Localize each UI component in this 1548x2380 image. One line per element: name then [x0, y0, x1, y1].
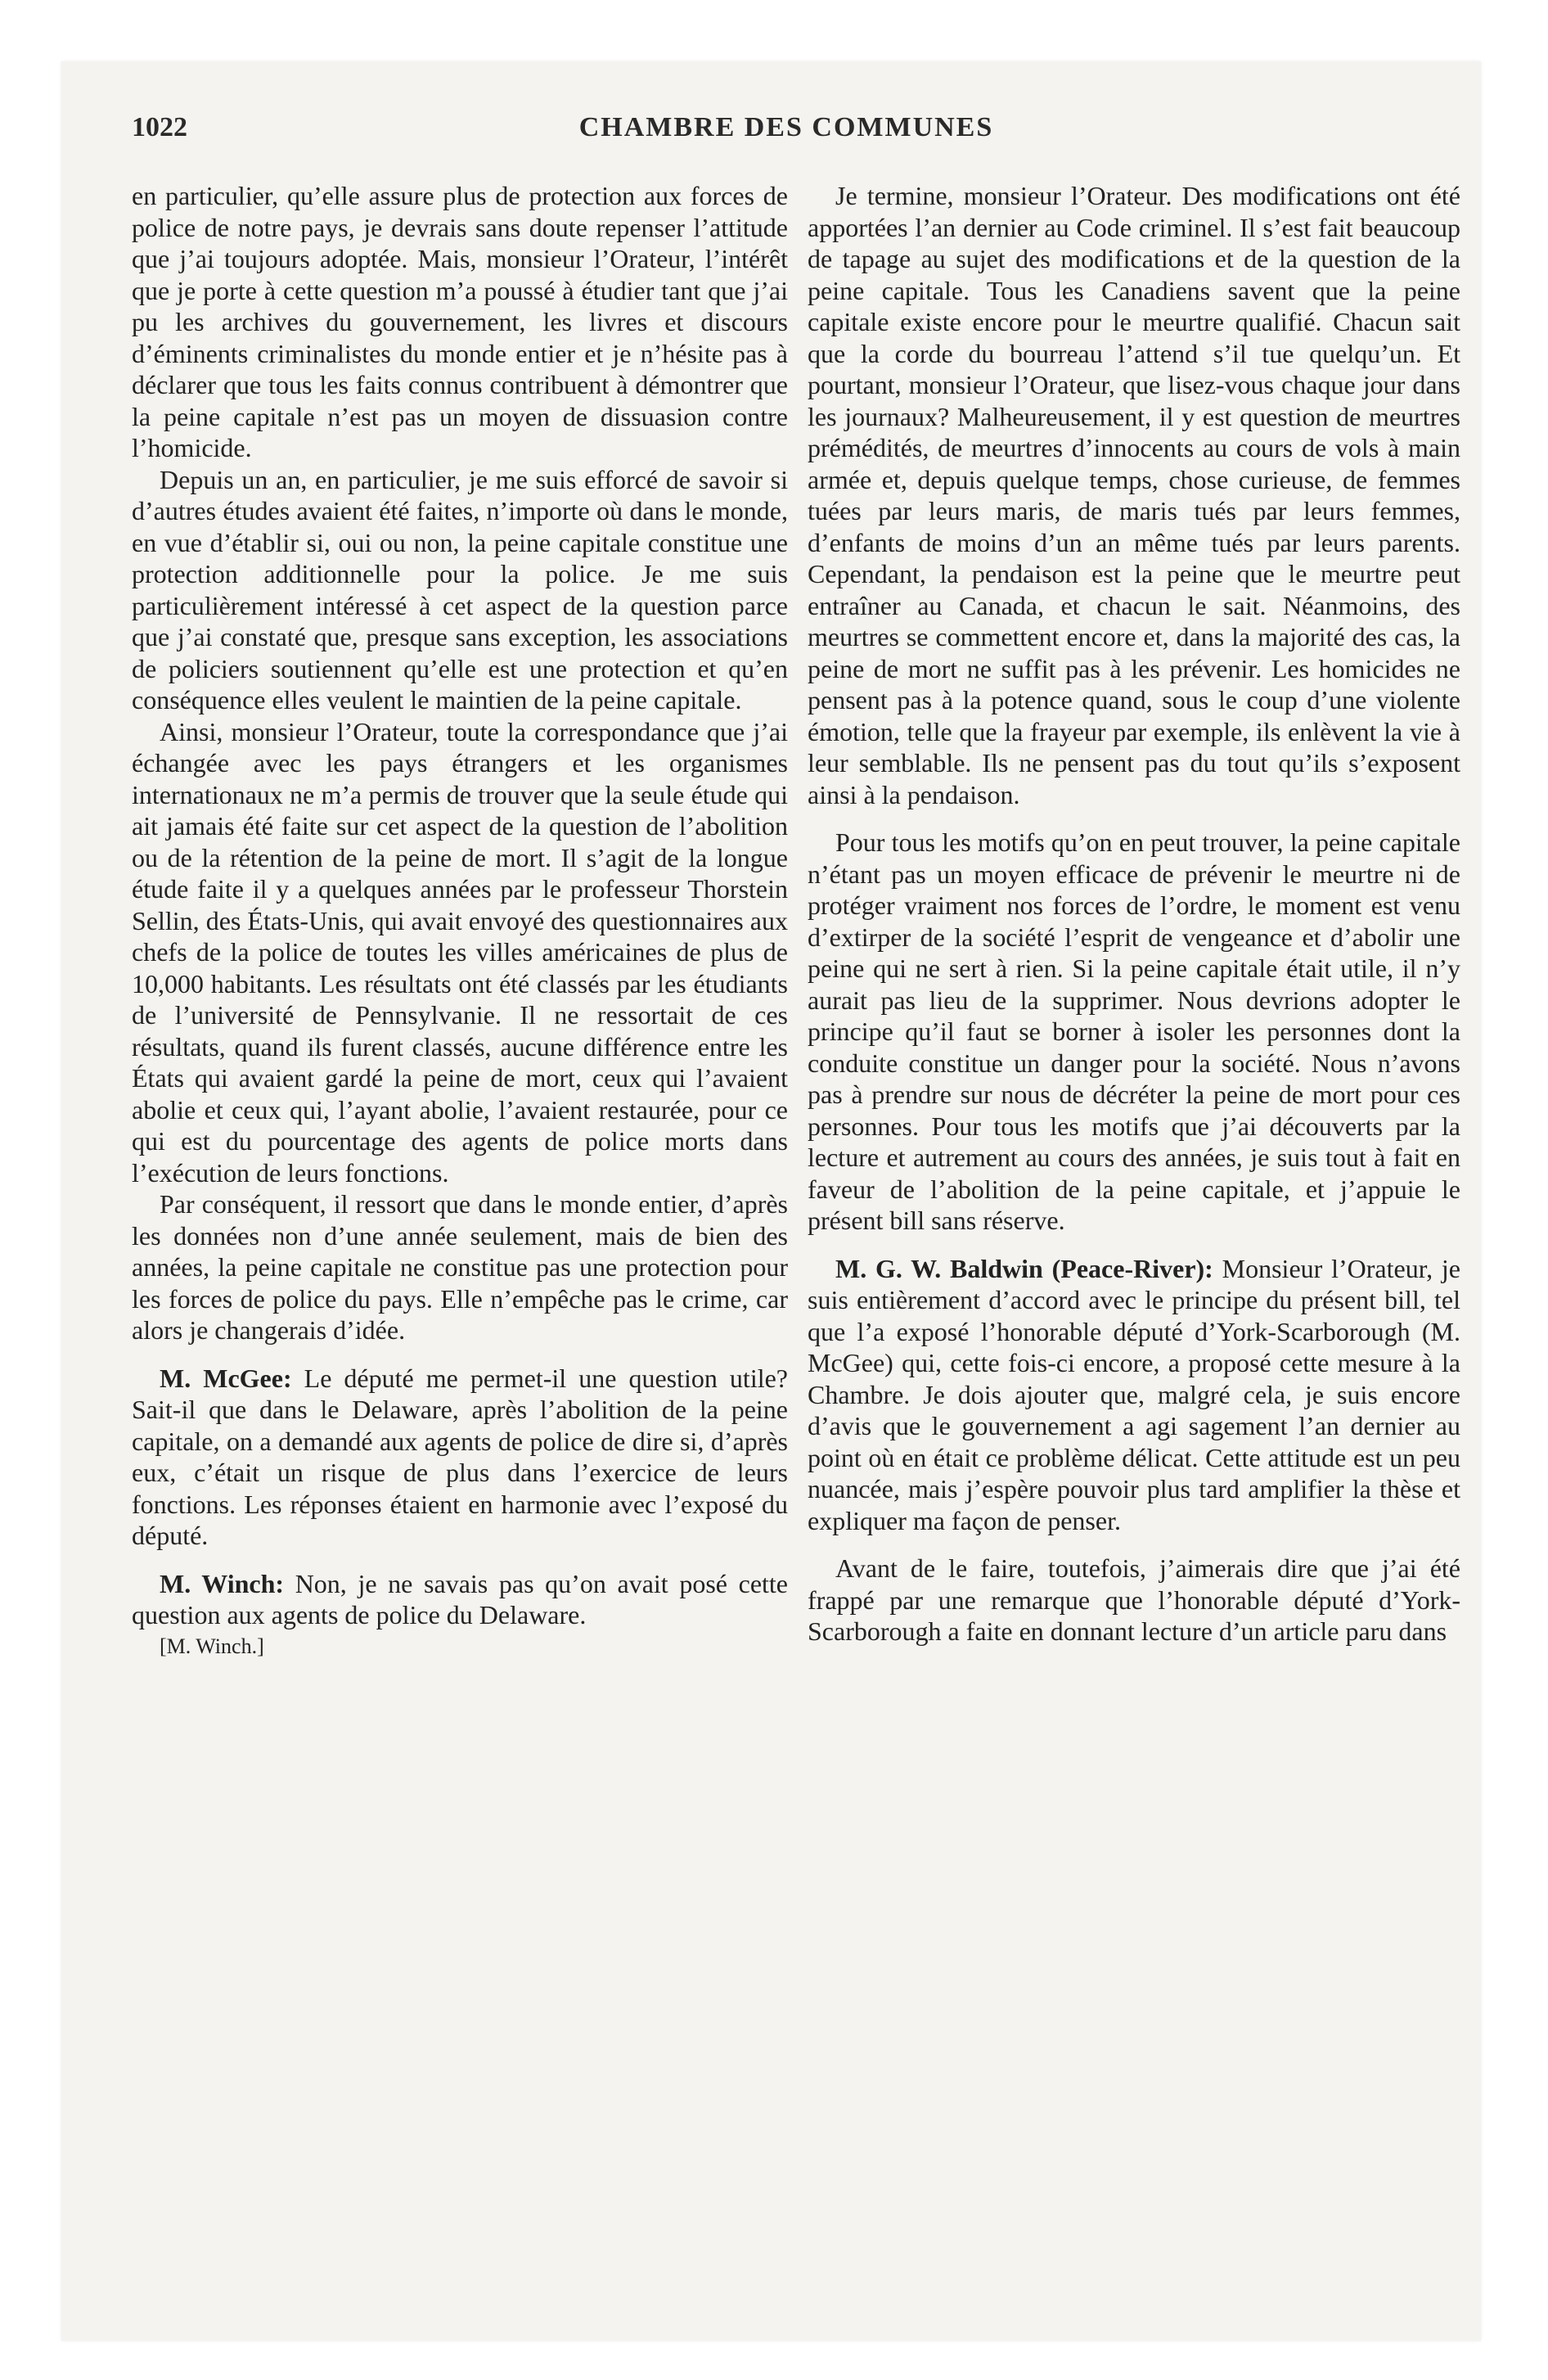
paragraph: Ainsi, monsieur l’Orateur, toute la correspondance que j’ai échangée avec les pays étrangers et les organismes internationaux ne m’a permis de trouver que la seule étude qui ait jamais été faite sur cet aspect de la question de l’abolition ou de la rétention de la peine de mort. Il s’agit de la longue étude faite il y a quelques années par le professeur Thorstein Sellin, des États-Unis, qui avait envoyé des questionnaires aux chefs de la police de toutes les villes américaines de plus de 10,000 habitants. Les résultats ont été classés par les étudiants de l’université de Pennsylvanie. Il ne ressortait de ces résultats, quand ils furent classés, aucune différence entre les États qui avaient gardé la peine de mort, ceux qui l’avaient abolie et ceux qui, l’ayant abolie, l’avaient restaurée, pour ce qui est du pourcentage des agents de police morts dans l’exécution de leurs fonctions. [132, 716, 788, 1188]
speaker-name: M. McGee: [160, 1363, 292, 1393]
journal-title: CHAMBRE DES COMMUNES [578, 112, 994, 142]
speaker-name: M. G. W. Baldwin (Peace-River): [835, 1253, 1213, 1283]
page-number: 1022 [132, 112, 187, 142]
speech-baldwin [808, 1253, 1460, 1537]
left-column [132, 180, 788, 1662]
paragraph: Pour tous les motifs qu’on en peut trouver, la peine capitale n’étant pas un moyen efficace de prévenir le meurtre ni de protéger vraiment nos forces de l’ordre, le moment est venu d’extirper de la société l’esprit de vengeance et d’abolir une peine qui ne sert à rien. Si la peine capitale était utile, il n’y aurait pas lieu de la supprimer. Nous devrions adopter le principe qu’il faut se borner à isoler les personnes dont la conduite constitue un danger pour la société. Nous n’avons pas à prendre sur nous de décréter la peine de mort pour ces personnes. Pour tous les motifs que j’ai découverts par la lecture et autrement au cours des années, je suis tout à fait en faveur de l’abolition de la peine capitale, et j’appuie le présent bill sans réserve. [808, 827, 1460, 1235]
running-head [132, 112, 1441, 161]
speaker-name: M. Winch: [160, 1568, 285, 1598]
paragraph: Je termine, monsieur l’Orateur. Des modifications ont été apportées l’an dernier au Code criminel. Il s’est fait beaucoup de tapage au sujet des modifications et de la question de la peine capitale. Tous les Canadiens savent que la peine capitale existe encore pour le meurtre qualifié. Chacun sait que la corde du bourreau l’attend s’il tue quelqu’un. Et pourtant, monsieur l’Orateur, que lisez-vous chaque jour dans les journaux? Malheureusement, il y est question de meurtres prémédités, de meurtres d’innocents au cours de vols à main armée et, depuis quelque temps, chose curieuse, de femmes tuées par leurs maris, de maris tués par leurs femmes, d’enfants de moins d’un an même tués par leurs parents. Cependant, la pendaison est la peine que le meurtre peut entraîner au Canada, et chacun le sait. Néanmoins, des meurtres se commettent encore et, dans la majorité des cas, la peine de mort ne suffit pas à les prévenir. Les homicides ne pensent pas à la potence quand, sous le coup d’une violente émotion, telle que la frayeur par exemple, ils enlèvent la vie à leur semblable. Ils ne pensent pas du tout qu’ils s’exposent ainsi à la pendaison. [808, 181, 1460, 809]
speech-winch [132, 1568, 788, 1631]
paragraph: Avant de le faire, toutefois, j’aimerais dire que j’ai été frappé par une remarque que l’honorable député d’York-Scarborough a faite en donnant lecture d’un article paru dans [808, 1553, 1460, 1646]
paragraph: Par conséquent, il ressort que dans le monde entier, d’après les données non d’une année seulement, mais de bien des années, la peine capitale ne constitue pas une protection pour les forces de police du pays. Elle n’empêche pas le crime, car alors je changerais d’idée. [132, 1189, 788, 1345]
right-column [808, 180, 1460, 1648]
paragraph: Depuis un an, en particulier, je me suis efforcé de savoir si d’autres études avaient été faites, n’importe où dans le monde, en vue d’établir si, oui ou non, la peine capitale constitue une protection additionnelle pour la police. Je me suis particulièrement intéressé à cet aspect de la question parce que j’ai constaté que, presque sans exception, les associations de policiers soutiennent qu’elle est une protection et qu’en conséquence elles veulent le maintien de la peine capitale. [132, 464, 788, 714]
speech-text: Non, je ne savais pas qu’on avait posé cette question aux agents de police du Delaware. [132, 1568, 789, 1629]
speech-mcgee [132, 1363, 788, 1552]
speaker-attribution: [M. Winch.] [160, 1634, 264, 1658]
speech-text: Monsieur l’Orateur, je suis entièrement d’accord avec le principe du présent bill, tel que l’a exposé l’honorable député d’York-Scarborough (M. McGee) qui, cette fois-ci encore, a proposé cette mesure à la Chambre. Je dois ajouter que, malgré cela, je suis encore d’avis que le gouvernement a agi sagement l’an dernier au point où en était ce problème délicat. Cette attitude est un peu nuancée, mais j’espère pouvoir plus tard amplifier la thèse et expliquer ma façon de penser. [808, 1253, 1461, 1535]
page-sheet [61, 61, 1481, 2341]
speech-text: Le député me permet-il une question utile? Sait-il que dans le Delaware, après l’abolition de la peine capitale, on a demandé aux agents de police de dire si, d’après eux, c’était un risque de plus dans l’exercice de leurs fonctions. Les réponses étaient en harmonie avec l’exposé du député. [132, 1363, 789, 1550]
paragraph: en particulier, qu’elle assure plus de protection aux forces de police de notre pays, je devrais sans doute repenser l’attitude que j’ai toujours adoptée. Mais, monsieur l’Orateur, l’intérêt que je porte à cette question m’a poussé à étudier tant que j’ai pu les archives du gouvernement, les livres et discours d’éminents criminalistes du monde entier et je n’hésite pas à déclarer que tous les faits connus contribuent à démontrer que la peine capitale n’est pas un moyen de dissuasion contre l’homicide. [132, 181, 788, 462]
